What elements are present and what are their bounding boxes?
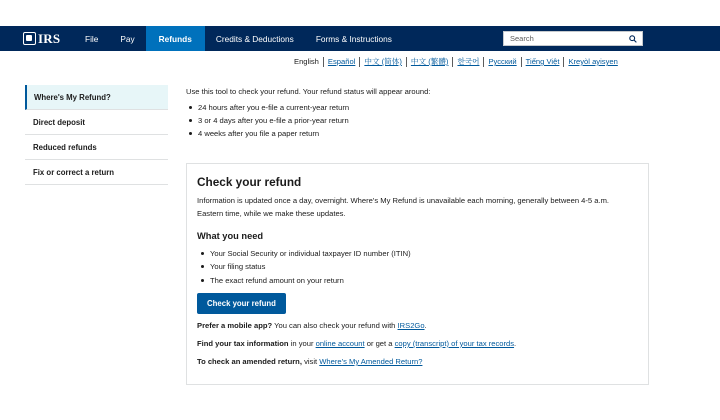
main-nav	[74, 26, 403, 51]
refund-timing-list	[186, 101, 656, 140]
wheres-my-amended-return-link[interactable]: Where's My Amended Return?	[319, 356, 423, 366]
nav-refunds[interactable]: Refunds	[146, 26, 205, 51]
requirements-list	[197, 247, 638, 287]
tax-info-bold: Find your tax information	[197, 338, 289, 348]
language-selector	[294, 57, 622, 67]
list-item: The exact refund amount on your return	[197, 274, 638, 287]
mobile-app-period: .	[424, 320, 427, 330]
mobile-app-line	[197, 320, 638, 331]
nav-file[interactable]: File	[85, 33, 99, 44]
update-info: Information is updated once a day, overnight. Where's My Refund is unavailable each morning, generally between 4-5 a.m. Eastern time, while we make these updates.	[197, 196, 610, 218]
tax-info-line	[197, 338, 638, 349]
search-icon[interactable]	[629, 35, 637, 43]
lang-chinese-simplified[interactable]: 中文 (简体)	[359, 57, 406, 67]
amended-text: visit	[304, 356, 318, 366]
search-placeholder: Search	[510, 34, 534, 43]
lang-korean[interactable]: 한국어	[452, 57, 483, 67]
check-your-refund-button[interactable]: Check your refund	[197, 293, 286, 314]
irs-logo[interactable]	[0, 26, 68, 51]
nav-credits-deductions[interactable]: Credits & Deductions	[215, 33, 294, 44]
eagle-icon	[23, 32, 36, 45]
irs2go-link[interactable]: IRS2Go	[397, 320, 425, 330]
list-item: 3 or 4 days after you e-file a prior-year return	[186, 114, 656, 127]
lang-spanish[interactable]: Español	[323, 57, 359, 67]
mobile-app-text: You can also check your refund with	[274, 320, 396, 330]
amended-bold: To check an amended return,	[197, 356, 302, 366]
mobile-app-bold: Prefer a mobile app?	[197, 320, 273, 330]
what-you-need-heading: What you need	[197, 231, 264, 241]
main-content	[186, 85, 656, 366]
top-navigation	[0, 26, 720, 51]
list-item: Your Social Security or individual taxpayer ID number (ITIN)	[197, 247, 638, 260]
logo-text: IRS	[38, 30, 61, 46]
list-item: Your filing status	[197, 260, 638, 273]
sidebar-item-fix-correct-return[interactable]: Fix or correct a return	[25, 160, 168, 185]
sidebar-item-wheres-my-refund[interactable]: Where's My Refund?	[25, 85, 168, 110]
tax-info-text-1: in your	[290, 338, 314, 348]
lang-chinese-traditional[interactable]: 中文 (繁體)	[406, 57, 453, 67]
lang-haitian-creole[interactable]: Kreyòl ayisyen	[563, 57, 621, 67]
intro-text: Use this tool to check your refund. Your refund status will appear around:	[186, 87, 431, 96]
transcript-link[interactable]: copy (transcript) of your tax records	[394, 338, 515, 348]
lang-english: English	[294, 57, 319, 66]
check-refund-card	[186, 163, 649, 385]
search-input[interactable]	[503, 31, 643, 46]
nav-pay[interactable]: Pay	[120, 33, 135, 44]
list-item: 4 weeks after you file a paper return	[186, 127, 656, 140]
sidebar-item-direct-deposit[interactable]: Direct deposit	[25, 110, 168, 135]
lang-russian[interactable]: Русский	[483, 57, 520, 67]
sidebar-item-reduced-refunds[interactable]: Reduced refunds	[25, 135, 168, 160]
nav-forms-instructions[interactable]: Forms & Instructions	[315, 33, 392, 44]
lang-vietnamese[interactable]: Tiếng Việt	[521, 57, 564, 67]
tax-info-period: .	[514, 338, 517, 348]
amended-return-line	[197, 356, 638, 367]
list-item: 24 hours after you e-file a current-year return	[186, 101, 656, 114]
sidebar	[25, 85, 168, 185]
tax-info-text-2: or get a	[366, 338, 393, 348]
card-title: Check your refund	[197, 175, 302, 189]
online-account-link[interactable]: online account	[315, 338, 365, 348]
